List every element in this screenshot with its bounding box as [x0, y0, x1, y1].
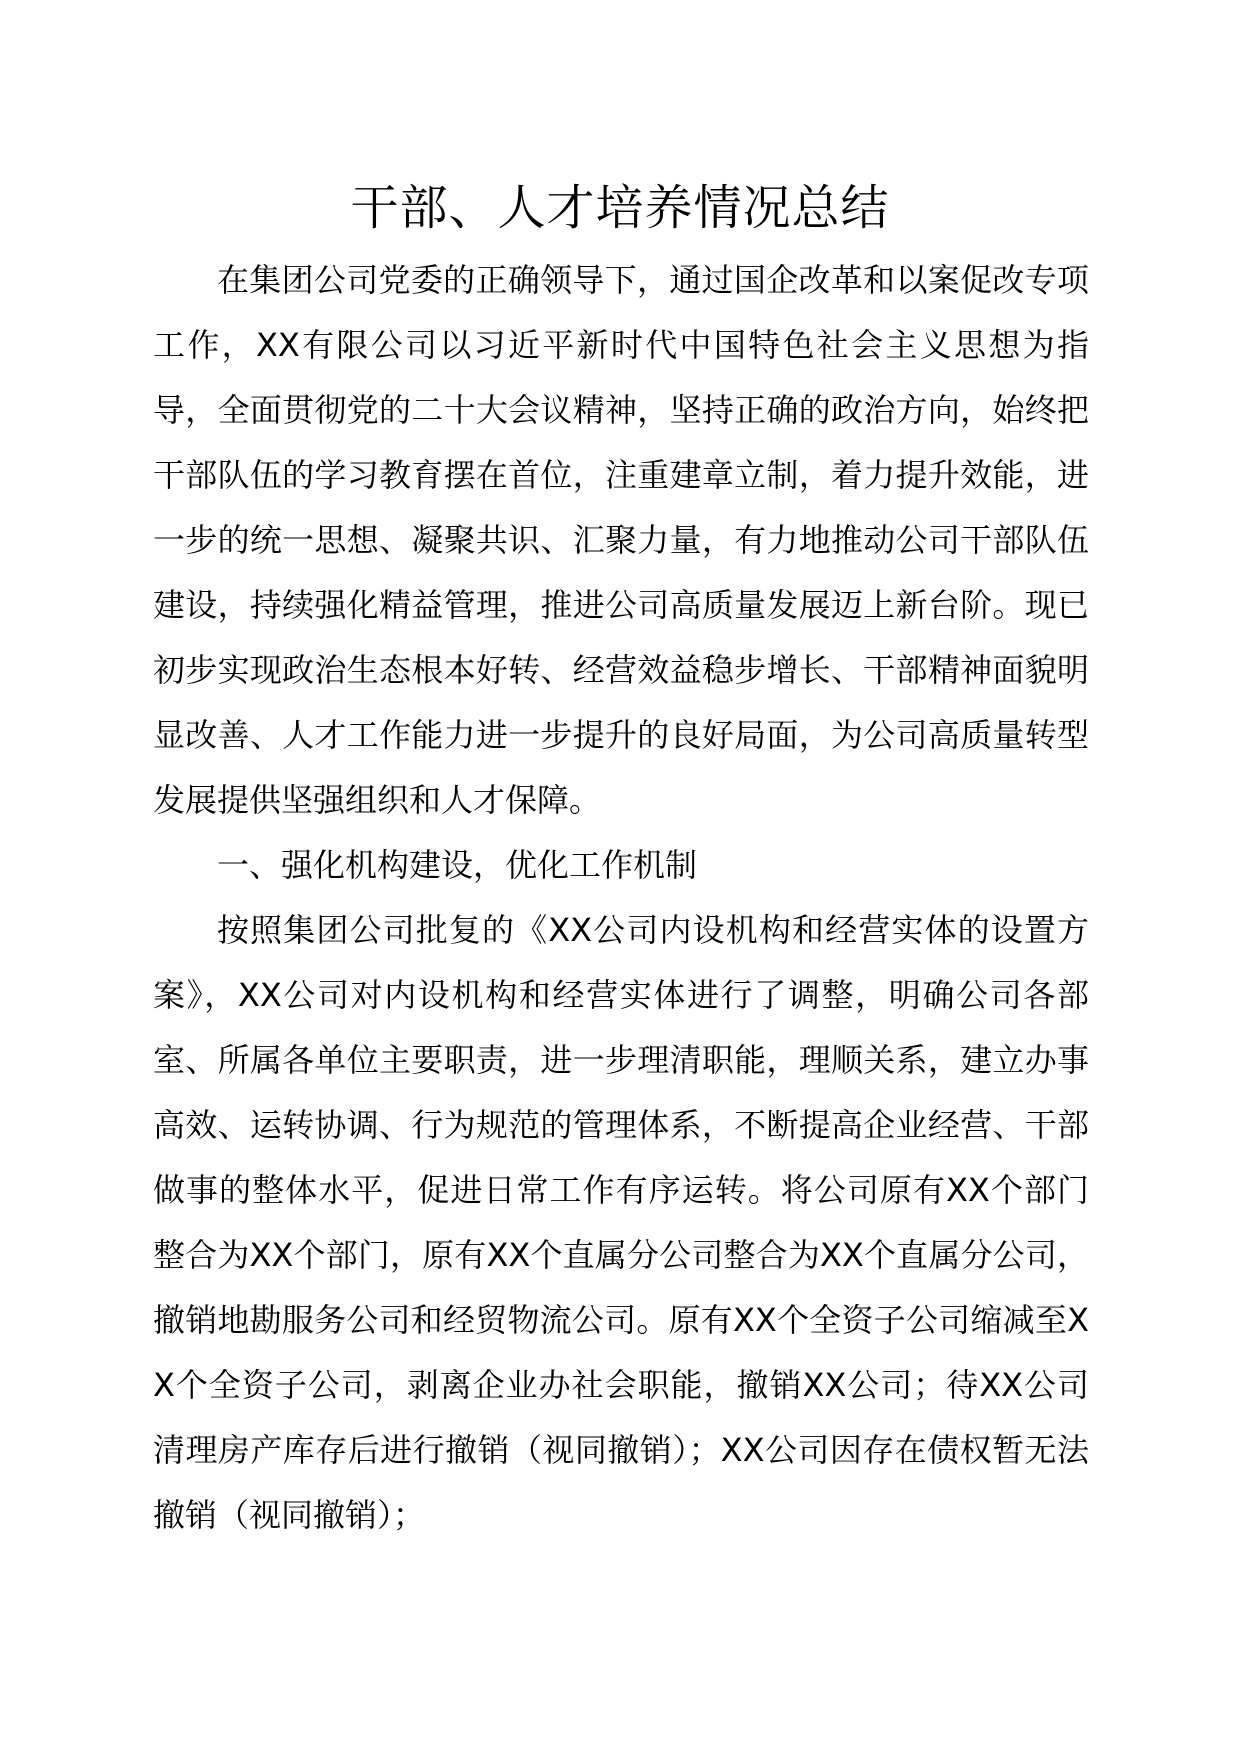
document-title: 干部、人才培养情况总结	[350, 180, 890, 236]
section-heading-1: 一、强化机构建设，优化工作机制	[217, 846, 698, 884]
document-body	[153, 248, 1089, 1548]
paragraph-section-1: 按照集团公司批复的《XX公司内设机构和经营实体的设置方案》，XX公司对内设机构和经营实体进行了调整，明确公司各部室、所属各单位主要职责，进一步理清职能，理顺关系，建立办事高效、运转协调、行为规范的管理体系，不断提高企业经营、干部做事的整体水平，促进日常工作有序运转。将公司原有XX个部门整合为XX个部门，原有XX个直属分公司整合为XX个直属分公司，撤销地勘服务公司和经贸物流公司。原有XX个全资子公司缩减至XX个全资子公司，剥离企业办社会职能，撤销XX公司；待XX公司清理房产库存后进行撤销（视同撤销）；XX公司因存在债权暂无法撤销（视同撤销）；	[153, 911, 1089, 1534]
paragraph-intro: 在集团公司党委的正确领导下，通过国企改革和以案促改专项工作，XX有限公司以习近平新时代中国特色社会主义思想为指导，全面贯彻党的二十大会议精神，坚持正确的政治方向，始终把干部队伍的学习教育摆在首位，注重建章立制，着力提升效能，进一步的统一思想、凝聚共识、汇聚力量，有力地推动公司干部队伍建设，持续强化精益管理，推进公司高质量发展迈上新台阶。现已初步实现政治生态根本好转、经营效益稳步增长、干部精神面貌明显改善、人才工作能力进一步提升的良好局面，为公司高质量转型发展提供坚强组织和人才保障。	[153, 261, 1089, 819]
